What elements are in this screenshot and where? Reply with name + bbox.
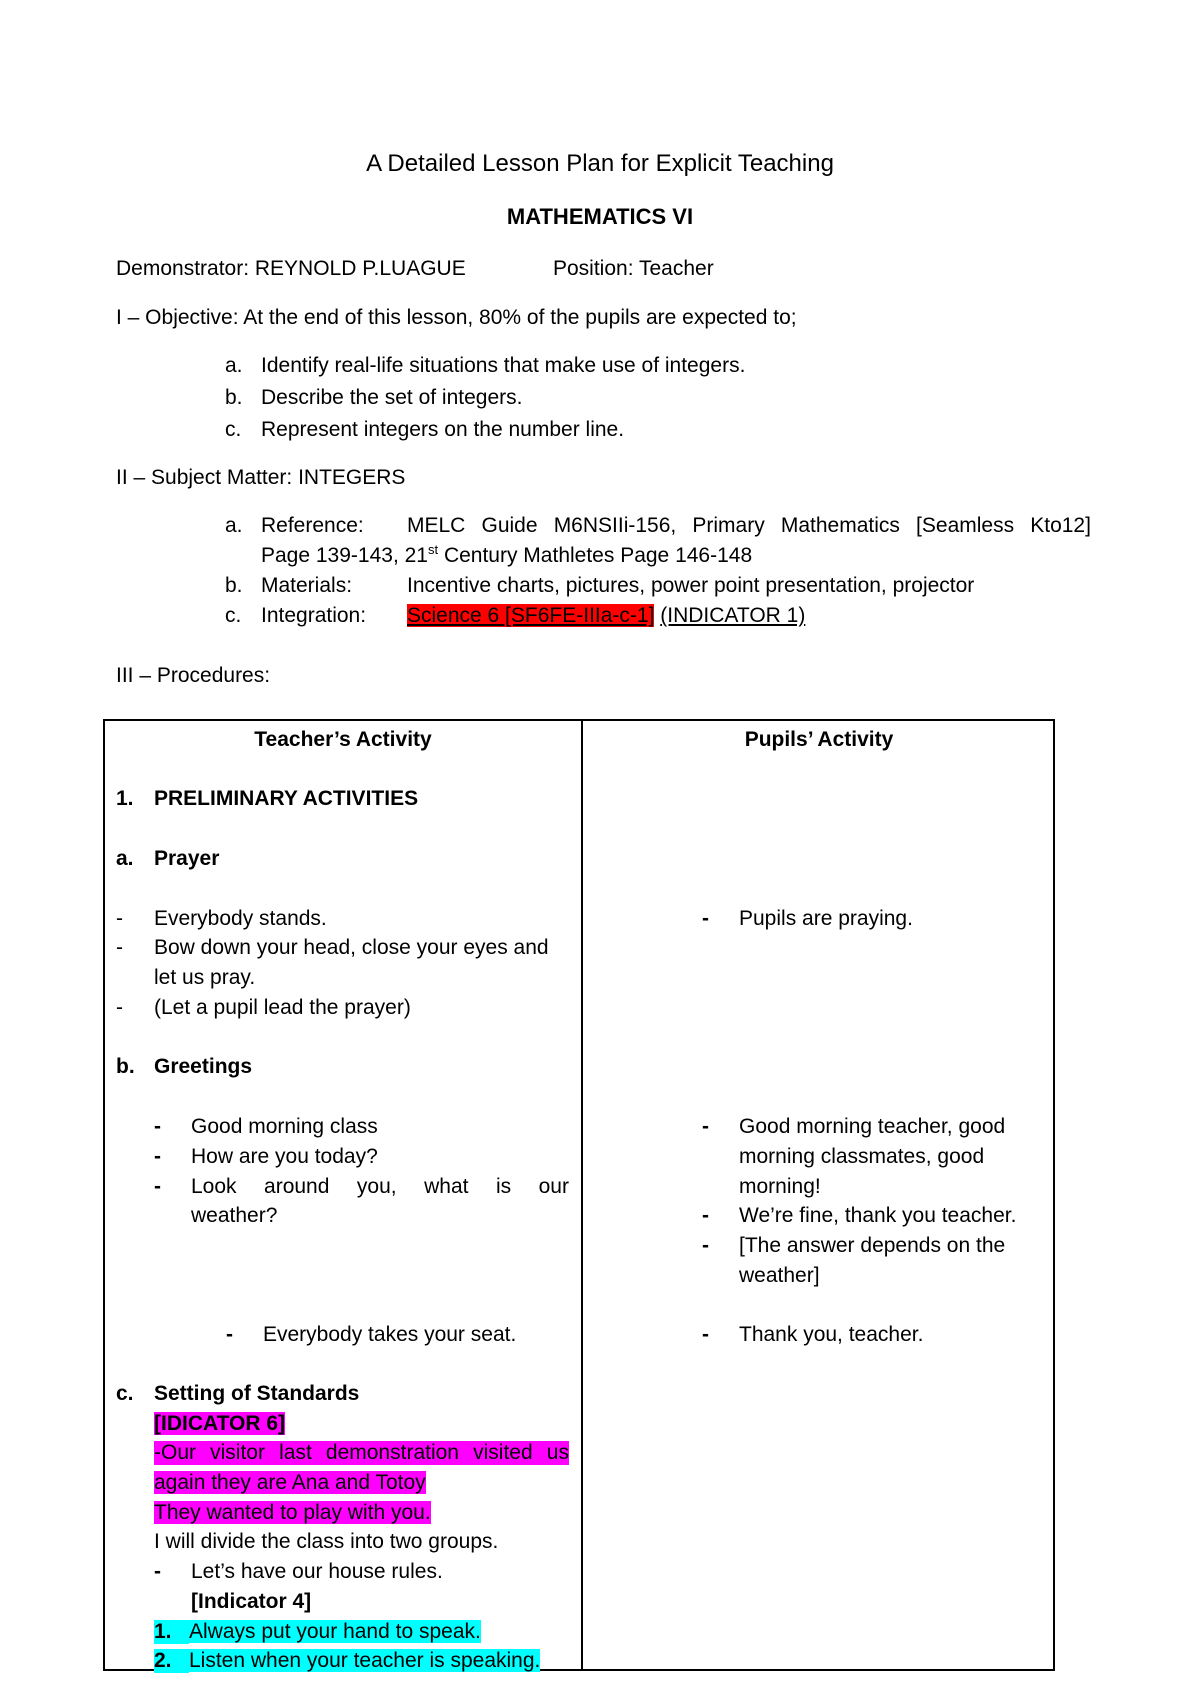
reference-pages: Page 139-143, 21 [261, 544, 428, 567]
bullet-dash: - [226, 1323, 233, 1346]
pupil-thanks: Thank you, teacher. [739, 1323, 924, 1346]
reference-word: [Seamless [916, 514, 1015, 537]
visitor-word: us [546, 1441, 569, 1464]
pupil-greeting-cont: morning classmates, good [739, 1145, 985, 1168]
visitor-line2-text: again they are Ana and Totoy [154, 1471, 426, 1494]
bullet-dash: - [154, 1145, 161, 1168]
materials-marker: b. [225, 574, 243, 597]
procedures-table [103, 719, 1055, 1671]
visitor-word: demonstration [325, 1441, 459, 1464]
objective-marker-c: c. [225, 418, 242, 441]
integration-highlight: Science 6 [SF6FE-IIIa-c-1] [407, 604, 655, 627]
bullet-dash: - [702, 1234, 709, 1257]
weather-word: you, [356, 1175, 397, 1198]
pupil-weather-cont: weather] [739, 1264, 820, 1287]
prayer-item: Bow down your head, close your eyes and [154, 936, 549, 959]
subject-title: MATHEMATICS VI [506, 204, 694, 229]
bullet-dash: - [702, 1323, 709, 1346]
greetings-marker: b. [116, 1055, 135, 1078]
materials-label: Materials: [261, 574, 353, 597]
pupil-greeting-cont: morning! [739, 1175, 821, 1198]
seat-instruction: Everybody takes your seat. [263, 1323, 517, 1346]
weather-question-line2: weather? [191, 1204, 278, 1227]
divide-groups: I will divide the class into two groups. [154, 1530, 499, 1553]
teacher-activity-header: Teacher’s Activity [254, 728, 432, 751]
reference-word: Mathematics [780, 514, 900, 537]
rule-1 [189, 1620, 481, 1644]
rule-2 [189, 1649, 540, 1673]
weather-word: around [264, 1175, 330, 1198]
prelim-heading: PRELIMINARY ACTIVITIES [154, 787, 419, 810]
objective-item-c: Represent integers on the number line. [261, 418, 625, 441]
visitor-word: last [279, 1441, 312, 1464]
bullet-dash: - [154, 1175, 161, 1198]
visitor-line3 [154, 1501, 431, 1525]
column-divider [581, 721, 583, 1669]
objective-heading: I – Objective: At the end of this lesson, 80% of the pupils are expected to; [116, 306, 797, 329]
prayer-item: (Let a pupil lead the prayer) [154, 996, 411, 1019]
bullet-dash: - [702, 907, 709, 930]
reference-word: Primary [692, 514, 765, 537]
reference-word: MELC [407, 514, 466, 537]
objective-item-b: Describe the set of integers. [261, 386, 523, 409]
reference-marker: a. [225, 514, 243, 537]
visitor-word: visitor [210, 1441, 265, 1464]
visitor-word: -Our [154, 1441, 196, 1464]
bullet-dash: - [702, 1115, 709, 1138]
objective-marker-a: a. [225, 354, 243, 377]
integration-text [407, 604, 805, 628]
indicator-4-label: [Indicator 4] [191, 1590, 312, 1613]
visitor-line2 [154, 1471, 426, 1495]
standards-heading: Setting of Standards [154, 1382, 360, 1405]
rule-marker-1: 1. [154, 1620, 189, 1644]
bullet-dash: - [116, 907, 123, 930]
weather-word: what [424, 1175, 469, 1198]
subject-matter-heading: II – Subject Matter: INTEGERS [116, 466, 406, 489]
pupil-fine: We’re fine, thank you teacher. [739, 1204, 1017, 1227]
pupil-weather: [The answer depends on the [739, 1234, 1006, 1257]
prayer-heading: Prayer [154, 847, 220, 870]
indicator-6-label [154, 1412, 285, 1436]
reference-text-line2 [261, 544, 752, 568]
weather-word: Look [191, 1175, 237, 1198]
weather-word: our [538, 1175, 569, 1198]
greeting-item: How are you today? [191, 1145, 378, 1168]
document-title: A Detailed Lesson Plan for Explicit Teaching [366, 150, 834, 177]
reference-book: Century Mathletes Page 146-148 [438, 544, 753, 567]
bullet-dash: - [702, 1204, 709, 1227]
bullet-dash: - [154, 1560, 161, 1583]
pupil-activity-header: Pupils’ Activity [744, 728, 894, 751]
bullet-dash: - [116, 996, 123, 1019]
rule-2-text: Listen when your teacher is speaking. [189, 1649, 541, 1672]
reference-word: Guide [481, 514, 538, 537]
indicator-6-text: [IDICATOR 6] [154, 1412, 286, 1435]
greeting-item: Good morning class [191, 1115, 378, 1138]
visitor-word: visited [473, 1441, 533, 1464]
prayer-marker: a. [116, 847, 134, 870]
demonstrator-label: Demonstrator: REYNOLD P.LUAGUE [116, 257, 466, 280]
weather-word: is [495, 1175, 512, 1198]
reference-word: M6NSIIi-156, [553, 514, 677, 537]
standards-marker: c. [116, 1382, 134, 1405]
ordinal-suffix: st [427, 542, 439, 557]
objective-item-a: Identify real-life situations that make use of integers. [261, 354, 746, 377]
prelim-marker: 1. [116, 787, 134, 810]
greetings-heading: Greetings [154, 1055, 253, 1078]
integration-indicator: (INDICATOR 1) [660, 604, 806, 627]
integration-marker: c. [225, 604, 242, 627]
reference-label: Reference: [261, 514, 364, 537]
reference-word: Kto12] [1030, 514, 1091, 537]
rule-1-text: Always put your hand to speak. [189, 1620, 481, 1643]
materials-text: Incentive charts, pictures, power point presentation, projector [407, 574, 975, 597]
integration-label: Integration: [261, 604, 367, 627]
bullet-dash: - [154, 1115, 161, 1138]
objective-marker-b: b. [225, 386, 243, 409]
reference-text-line1 [407, 514, 1091, 538]
visitor-line1 [154, 1441, 569, 1465]
pupil-prayer: Pupils are praying. [739, 907, 913, 930]
rule-marker-2: 2. [154, 1649, 189, 1673]
house-rules: Let’s have our house rules. [191, 1560, 443, 1583]
weather-question-line1 [191, 1175, 569, 1199]
prayer-item: Everybody stands. [154, 907, 327, 930]
pupil-greeting: Good morning teacher, good [739, 1115, 1006, 1138]
bullet-dash: - [116, 936, 123, 959]
visitor-line3-text: They wanted to play with you. [154, 1501, 431, 1524]
position-label: Position: Teacher [553, 257, 714, 280]
procedures-heading: III – Procedures: [116, 664, 271, 687]
prayer-item-cont: let us pray. [154, 966, 256, 989]
